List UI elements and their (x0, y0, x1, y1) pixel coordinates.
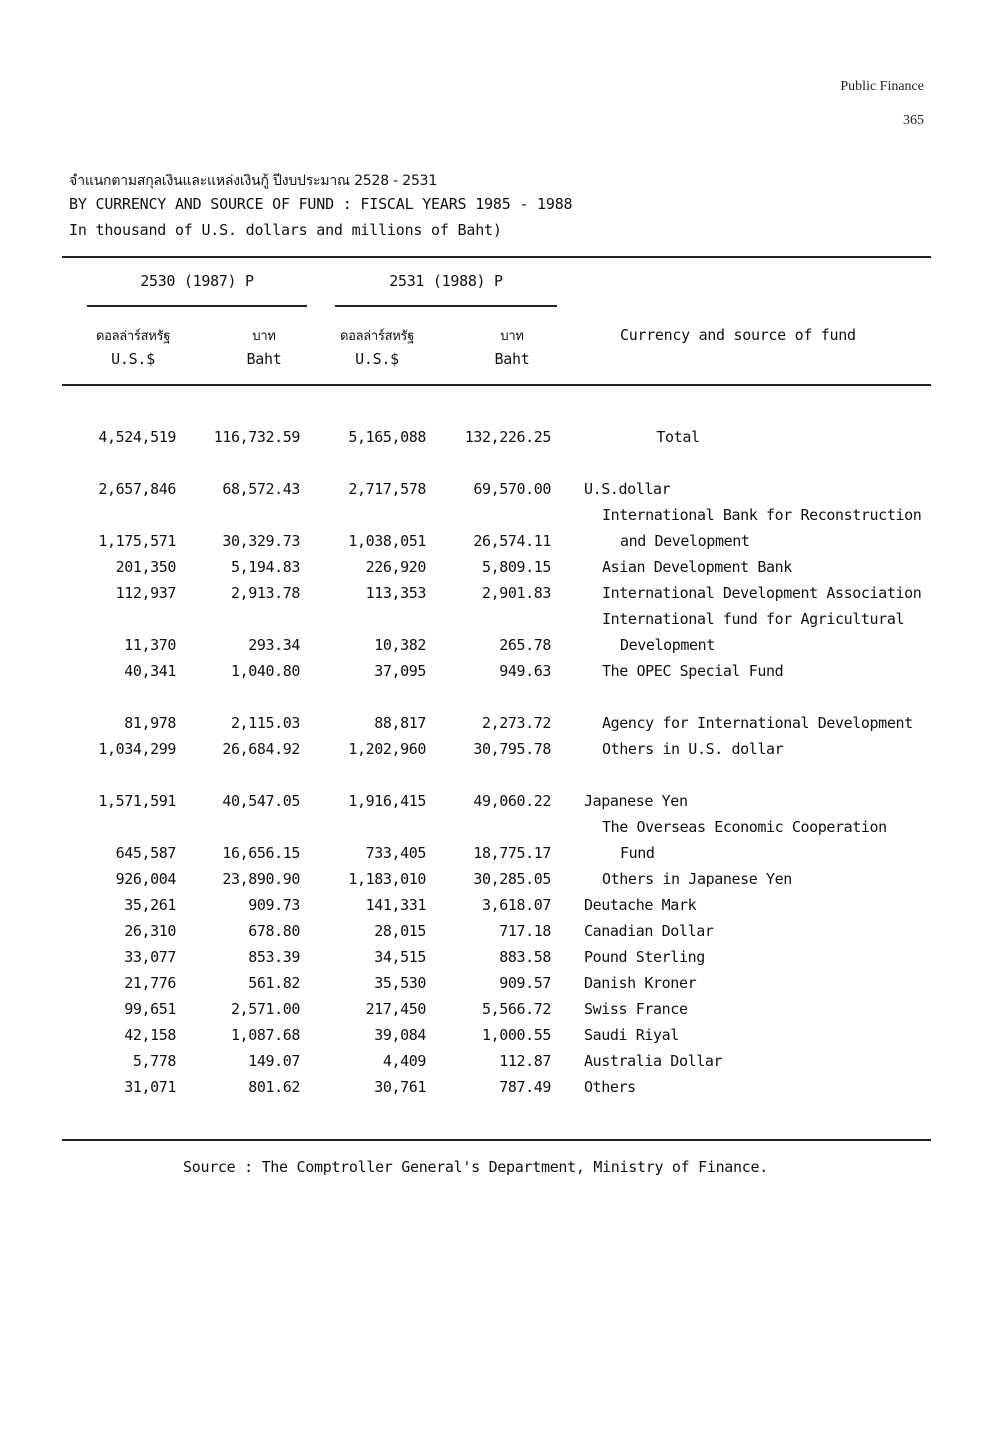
cell-usd-1988: 39,084 (374, 1026, 426, 1044)
cell-usd-1987: 201,350 (115, 558, 176, 576)
cell-baht-1988: 18,775.17 (473, 844, 551, 862)
page-number: 365 (903, 113, 924, 128)
cell-baht-1988: 69,570.00 (473, 480, 551, 498)
cell-usd-1988: 4,409 (382, 1052, 426, 1070)
cell-usd-1988: 37,095 (374, 662, 426, 680)
cell-usd-1988: 5,165,088 (348, 428, 426, 446)
row-label: International Bank for Reconstruction (602, 506, 922, 524)
cell-baht-1988: 112.87 (499, 1052, 551, 1070)
group-header-1987: 2530 (1987) P (140, 272, 254, 290)
cell-usd-1987: 4,524,519 (98, 428, 176, 446)
cell-baht-1988: 909.57 (499, 974, 551, 992)
cell-usd-1988: 141,331 (365, 896, 426, 914)
section-header: Public Finance (840, 79, 924, 94)
cell-baht-1987: 293.34 (248, 636, 300, 654)
cell-usd-1988: 113,353 (365, 584, 426, 602)
source-note: Source : The Comptroller General's Department, Ministry of Finance. (183, 1158, 768, 1176)
row-label: The OPEC Special Fund (602, 662, 784, 680)
row-label: Canadian Dollar (584, 922, 714, 940)
row-label: Deutache Mark (584, 896, 697, 914)
cell-usd-1987: 21,776 (124, 974, 176, 992)
group-header-1988: 2531 (1988) P (389, 272, 503, 290)
table-bottom-rule (62, 1139, 931, 1141)
col-baht-1987: Baht (246, 350, 282, 368)
cell-usd-1987: 1,175,571 (98, 532, 176, 550)
cell-usd-1987: 35,261 (124, 896, 176, 914)
cell-baht-1988: 30,795.78 (473, 740, 551, 758)
cell-baht-1987: 678.80 (248, 922, 300, 940)
cell-usd-1988: 217,450 (365, 1000, 426, 1018)
row-label: U.S.dollar (584, 480, 671, 498)
cell-usd-1987: 2,657,846 (98, 480, 176, 498)
row-label: Total (656, 428, 700, 446)
cell-usd-1988: 88,817 (374, 714, 426, 732)
cell-usd-1987: 11,370 (124, 636, 176, 654)
cell-baht-1988: 3,618.07 (481, 896, 551, 914)
cell-usd-1988: 28,015 (374, 922, 426, 940)
cell-usd-1987: 5,778 (132, 1052, 176, 1070)
cell-usd-1987: 33,077 (124, 948, 176, 966)
row-label: International fund for Agricultural (602, 610, 905, 628)
row-label: Japanese Yen (584, 792, 688, 810)
cell-baht-1988: 2,901.83 (481, 584, 551, 602)
cell-baht-1987: 30,329.73 (222, 532, 300, 550)
cell-baht-1988: 717.18 (499, 922, 551, 940)
cell-baht-1987: 853.39 (248, 948, 300, 966)
cell-baht-1988: 1,000.55 (481, 1026, 551, 1044)
cell-baht-1987: 2,913.78 (230, 584, 300, 602)
row-label: Swiss France (584, 1000, 688, 1018)
cell-baht-1988: 26,574.11 (473, 532, 551, 550)
cell-baht-1988: 30,285.05 (473, 870, 551, 888)
title-units: In thousand of U.S. dollars and millions of Baht) (69, 221, 502, 239)
row-label: Asian Development Bank (602, 558, 792, 576)
cell-usd-1987: 1,571,591 (98, 792, 176, 810)
col-usd-thai-1988: ดอลล่าร์สหรัฐ (339, 329, 415, 344)
cell-usd-1988: 733,405 (365, 844, 426, 862)
cell-baht-1987: 5,194.83 (230, 558, 300, 576)
cell-baht-1987: 909.73 (248, 896, 300, 914)
cell-baht-1988: 5,809.15 (481, 558, 551, 576)
cell-baht-1988: 265.78 (499, 636, 551, 654)
cell-usd-1988: 1,183,010 (348, 870, 426, 888)
cell-baht-1988: 883.58 (499, 948, 551, 966)
row-label: Danish Kroner (584, 974, 697, 992)
row-label: and Development (620, 532, 750, 550)
cell-baht-1987: 23,890.90 (222, 870, 300, 888)
cell-usd-1987: 81,978 (124, 714, 176, 732)
row-label: International Development Association (602, 584, 922, 602)
title-thai: จำแนกตามสกุลเงินและแหล่งเงินกู้ ปีงบประมาณ 2528 - 2531 (69, 173, 438, 189)
row-label: Others in U.S. dollar (602, 740, 784, 758)
cell-usd-1988: 10,382 (374, 636, 426, 654)
col-usd-1987: U.S.$ (111, 350, 155, 368)
row-label: Australia Dollar (584, 1052, 723, 1070)
cell-usd-1988: 1,202,960 (348, 740, 426, 758)
cell-usd-1988: 226,920 (365, 558, 426, 576)
row-label: Fund (620, 844, 655, 862)
cell-usd-1987: 31,071 (124, 1078, 176, 1096)
col-baht-thai-1988: บาท (500, 329, 524, 344)
group-rule-1987 (87, 305, 307, 307)
cell-usd-1987: 645,587 (115, 844, 176, 862)
cell-baht-1987: 68,572.43 (222, 480, 300, 498)
cell-usd-1988: 1,038,051 (348, 532, 426, 550)
cell-usd-1987: 42,158 (124, 1026, 176, 1044)
col-baht-1988: Baht (494, 350, 530, 368)
cell-baht-1988: 5,566.72 (481, 1000, 551, 1018)
cell-baht-1987: 2,115.03 (230, 714, 300, 732)
title-english: BY CURRENCY AND SOURCE OF FUND : FISCAL YEARS 1985 - 1988 (69, 195, 573, 213)
header-bottom-rule (62, 384, 931, 386)
row-label: Others (584, 1078, 636, 1096)
row-label: Pound Sterling (584, 948, 705, 966)
cell-baht-1987: 116,732.59 (213, 428, 300, 446)
cell-baht-1988: 949.63 (499, 662, 551, 680)
cell-usd-1987: 112,937 (115, 584, 176, 602)
row-label: The Overseas Economic Cooperation (602, 818, 887, 836)
cell-usd-1987: 40,341 (124, 662, 176, 680)
col-baht-thai-1987: บาท (252, 329, 276, 344)
cell-baht-1988: 49,060.22 (473, 792, 551, 810)
cell-baht-1988: 787.49 (499, 1078, 551, 1096)
cell-baht-1987: 2,571.00 (230, 1000, 300, 1018)
cell-baht-1987: 801.62 (248, 1078, 300, 1096)
cell-baht-1987: 149.07 (248, 1052, 300, 1070)
col-currency-source: Currency and source of fund (620, 326, 856, 344)
cell-baht-1988: 132,226.25 (464, 428, 551, 446)
cell-usd-1988: 2,717,578 (348, 480, 426, 498)
cell-usd-1987: 99,651 (124, 1000, 176, 1018)
cell-usd-1987: 926,004 (115, 870, 176, 888)
col-usd-1988: U.S.$ (355, 350, 399, 368)
cell-baht-1987: 1,087.68 (230, 1026, 300, 1044)
cell-usd-1988: 1,916,415 (348, 792, 426, 810)
group-rule-1988 (335, 305, 557, 307)
table-top-rule (62, 256, 931, 258)
cell-usd-1987: 1,034,299 (98, 740, 176, 758)
row-label: Saudi Riyal (584, 1026, 679, 1044)
cell-baht-1987: 40,547.05 (222, 792, 300, 810)
cell-baht-1988: 2,273.72 (481, 714, 551, 732)
col-usd-thai-1987: ดอลล่าร์สหรัฐ (95, 329, 171, 344)
cell-baht-1987: 561.82 (248, 974, 300, 992)
row-label: Development (620, 636, 715, 654)
cell-baht-1987: 16,656.15 (222, 844, 300, 862)
cell-baht-1987: 26,684.92 (222, 740, 300, 758)
row-label: Agency for International Development (602, 714, 913, 732)
cell-usd-1988: 34,515 (374, 948, 426, 966)
cell-usd-1987: 26,310 (124, 922, 176, 940)
row-label: Others in Japanese Yen (602, 870, 792, 888)
cell-usd-1988: 30,761 (374, 1078, 426, 1096)
cell-baht-1987: 1,040.80 (230, 662, 300, 680)
cell-usd-1988: 35,530 (374, 974, 426, 992)
